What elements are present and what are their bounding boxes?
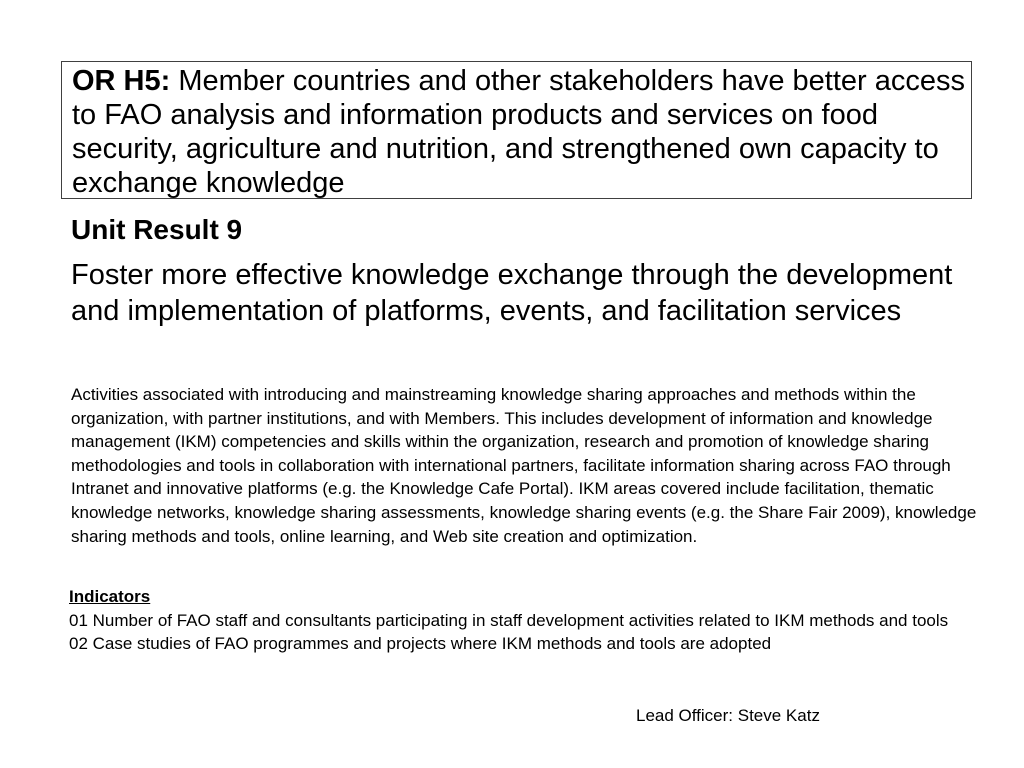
unit-result-statement: Foster more effective knowledge exchange through the development and implementation of platforms, events, and facilitation services (71, 259, 953, 327)
indicators-section (69, 585, 969, 656)
outcome-box (61, 61, 972, 199)
indicator-item-01: 01 Number of FAO staff and consultants participating in staff development activities related to IKM methods and tools (69, 610, 949, 630)
lead-officer: Lead Officer: Steve Katz (636, 706, 820, 725)
unit-result-title: Unit Result 9 (71, 214, 243, 245)
outcome-text: Member countries and other stakeholders have better access to FAO analysis and information products and services on food security, agriculture and nutrition, and strengthened own capacity to exchange knowledge (72, 65, 965, 199)
indicator-item-02: 02 Case studies of FAO programmes and projects where IKM methods and tools are adopted (69, 634, 772, 653)
indicators-heading: Indicators (69, 587, 151, 606)
outcome-code: OR H5: (72, 65, 171, 97)
activities-description: Activities associated with introducing and mainstreaming knowledge sharing approaches and methods within the organization, with partner institutions, and with Members. This includes development of information and knowledge management (IKM) competencies and skills within the organization, research and promotion of knowledge sharing methodologies and tools in collaboration with international partners, facilitate information sharing across FAO through Intranet and innovative platforms (e.g. the Knowledge Cafe Portal). IKM areas covered include facilitation, thematic knowledge networks, knowledge sharing assessments, knowledge sharing events (e.g. the Share Fair 2009), knowledge sharing methods and tools, online learning, and Web site creation and optimization. (71, 385, 977, 546)
